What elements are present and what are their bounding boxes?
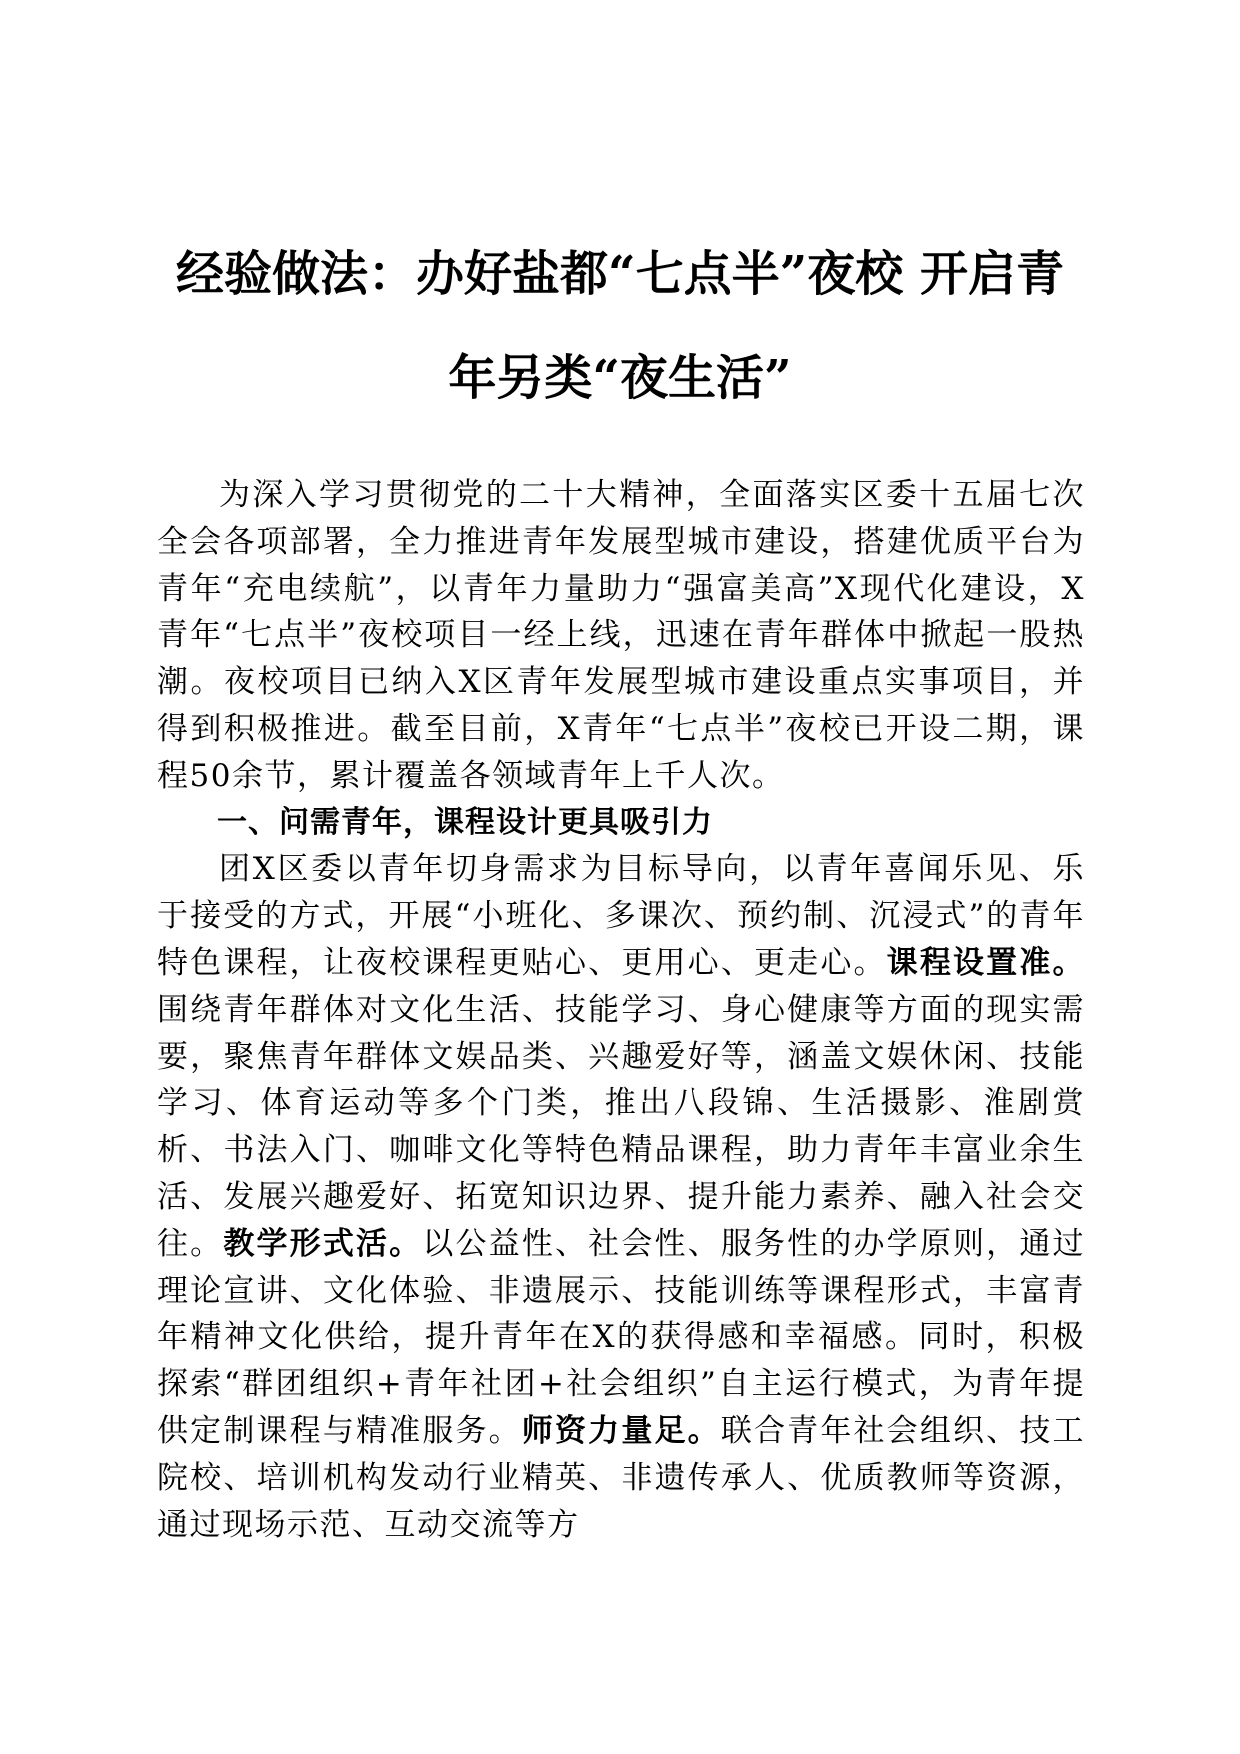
document-body xyxy=(157,472,1085,1548)
point-lead-course-setting: 课程设置准。 xyxy=(886,944,1086,981)
title-line-2: 年另类“夜生活” xyxy=(448,350,792,406)
point-lead-faculty: 师资力量足。 xyxy=(521,1412,721,1449)
title-line-1: 经验做法：办好盐都“七点半”夜校 开启青 xyxy=(176,246,1064,302)
document-title xyxy=(120,222,1120,430)
section-heading: 一、问需青年，课程设计更具吸引力 xyxy=(217,804,713,840)
point-text-course-setting: 围绕青年群体对文化生活、技能学习、身心健康等方面的现实需要，聚焦青年群体文娱品类、兴趣爱好等，涵盖文娱休闲、技能学习、体育运动等多个门类，推出八段锦、生活摄影、淮剧赏析、书法入门、咖啡文化等特色精品课程，助力青年丰富业余生活、发展兴趣爱好、拓宽知识边界、提升能力素养、融入社会交往。 xyxy=(157,991,1085,1262)
point-text-faculty: 联合青年社会组织、技工院校、培训机构发动行业精英、非遗传承人、优质教师等资源，通过现场示范、互动交流等方 xyxy=(157,1412,1086,1543)
section-paragraph xyxy=(157,846,1085,1548)
point-lead-teaching-form: 教学形式活。 xyxy=(223,1225,423,1262)
point-text-teaching-form: 以公益性、社会性、服务性的办学原则，通过理论宣讲、文化体验、非遗展示、技能训练等课程形式，丰富青年精神文化供给，提升青年在X的获得感和幸福感。同时，积极探索“群团组织+青年社团+社会组织”自主运行模式，为青年提供定制课程与精准服务。 xyxy=(157,1225,1086,1449)
intro-paragraph: 为深入学习贯彻党的二十大精神，全面落实区委十五届七次全会各项部署，全力推进青年发展型城市建设，搭建优质平台为青年“充电续航”，以青年力量助力“强富美高”X现代化建设，X青年“七点半”夜校项目一经上线，迅速在青年群体中掀起一股热潮。夜校项目已纳入X区青年发展型城市建设重点实事项目，并得到积极推进。截至目前，X青年“七点半”夜校已开设二期，课程50余节，累计覆盖各领域青年上千人次。 xyxy=(157,477,1085,794)
section-opening-text: 团X区委以青年切身需求为目标导向，以青年喜闻乐见、乐于接受的方式，开展“小班化、多课次、预约制、沉浸式”的青年特色课程，让夜校课程更贴心、更用心、更走心。 xyxy=(157,851,1085,981)
